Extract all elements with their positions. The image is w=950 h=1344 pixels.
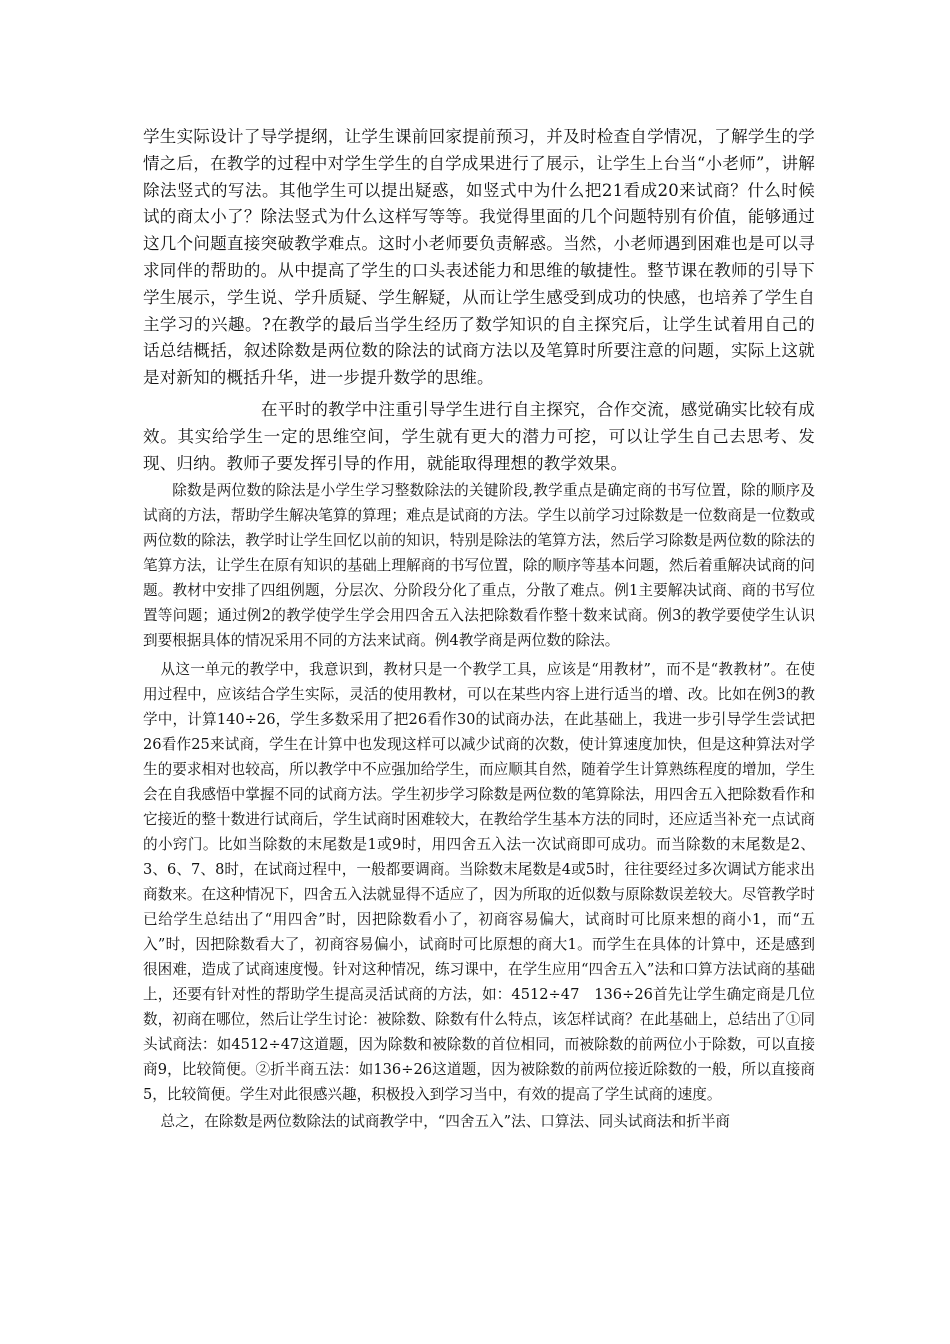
paragraph-1: 学生实际设计了导学提纲，让学生课前回家提前预习，并及时检查自学情况，了解学生的学情之后，在教学的过程中对学生学生的自学成果进行了展示，让学生上台当“小老师”，讲解除法竖式的写法。其他学生可以提出疑惑，如竖式中为什么把21看成20来试商？什么时候试的商太小了？除法竖式为什么这样写等等。我觉得里面的几个问题特别有价值，能够通过这几个问题直接突破教学难点。这时小老师要负责解惑。当然，小老师遇到困难也是可以寻求同伴的帮助的。从中提高了学生的口头表述能力和思维的敏捷性。整节课在教师的引导下学生展示，学生说、学升质疑、学生解疑，从而让学生感受到成功的快感，也培养了学生自主学习的兴趣。?在教学的最后当学生经历了数学知识的自主探究后，让学生试着用自己的话总结概括，叙述除数是两位数的除法的试商方法以及笔算时所要注意的问题，实际上这就是对新知的概括升华，进一步提升数学的思维。 [143, 127, 815, 388]
paragraph-3: 除数是两位数的除法是小学生学习整数除法的关键阶段,教学重点是确定商的书写位置，除的顺序及试商的方法，帮助学生解决笔算的算理；难点是试商的方法。学生以前学习过除数是一位数商是一位数或两位数的除法，教学时让学生回忆以前的知识，特别是除法的笔算方法，然后学习除数是两位数的除法的笔算方法，让学生在原有知识的基础上理解商的书写位置，除的顺序等基本问题，然后着重解决试商的问题。教材中安排了四组例题，分层次、分阶段分化了重点，分散了难点。例1主要解决试商、商的书写位置等问题；通过例2的教学使学生学会用四舍五入法把除数看作整十数来试商。例3的教学要使学生认识到要根据具体的情况采用不同的方法来试商。例4教学商是两位数的除法。 [143, 482, 815, 650]
paragraph-2: 在平时的教学中注重引导学生进行自主探究，合作交流，感觉确实比较有成效。其实给学生一定的思维空间，学生就有更大的潜力可挖，可以让学生自己去思考、发现、归纳。教师子要发挥引导的作用，就能取得理想的教学效果。 [143, 399, 815, 473]
paragraph-4: 从这一单元的教学中，我意识到，教材只是一个教学工具，应该是“用教材”，而不是“教教材”。在使用过程中，应该结合学生实际，灵活的使用教材，可以在某些内容上进行适当的增、改。比如在例3的教学中，计算140÷26，学生多数采用了把26看作30的试商办法，在此基础上，我进一步引导学生尝试把26看作25来试商，学生在计算中也发现这样可以减少试商的次数，使计算速度加快，但是这种算法对学生的要求相对也较高，所以教学中不应强加给学生，而应顺其自然，随着学生计算熟练程度的增加，学生会在自我感悟中掌握不同的试商方法。学生初步学习除数是两位数的笔算除法，用四舍五入把除数看作和它接近的整十数进行试商后，学生试商时困难较大，在教给学生基本方法的同时，还应适当补充一点试商的小窍门。比如当除数的末尾数是1或9时，用四舍五入法一次试商即可成功。而当除数的末尾数是2、3、6、7、8时，在试商过程中，一般都要调商。当除数末尾数是4或5时，往往要经过多次调试方能求出商数来。在这种情况下，四舍五入法就显得不适应了，因为所取的近似数与原除数误差较大。尽管教学时已给学生总结出了“用四舍”时，因把除数看小了，初商容易偏大，试商时可比原来想的商小1，而“五入”时，因把除数看大了，初商容易偏小，试商时可比原想的商大1。而学生在具体的计算中，还是感到很困难，造成了试商速度慢。针对这种情况，练习课中，在学生应用“四舍五入”法和口算方法试商的基础上，还要有针对性的帮助学生提高灵活试商的方法，如：4512÷47 136÷26首先让学生确定商是几位数，初商在哪位，然后让学生讨论：被除数、除数有什么特点，该怎样试商？在此基础上，总结出了①同头试商法：如4512÷47这道题，因为除数和被除数的首位相同，而被除数的前两位小于除数，可以直接商9，比较简便。②折半商五法：如136÷26这道题，因为被除数的前两位接近除数的一般，所以直接商5，比较简便。学生对此很感兴趣，积极投入到学习当中，有效的提高了学生试商的速度。 [143, 661, 815, 1104]
document-body [143, 124, 815, 1134]
paragraph-5: 总之，在除数是两位数除法的试商教学中，“四舍五入”法、口算法、同头试商法和折半商 [160, 1113, 731, 1131]
